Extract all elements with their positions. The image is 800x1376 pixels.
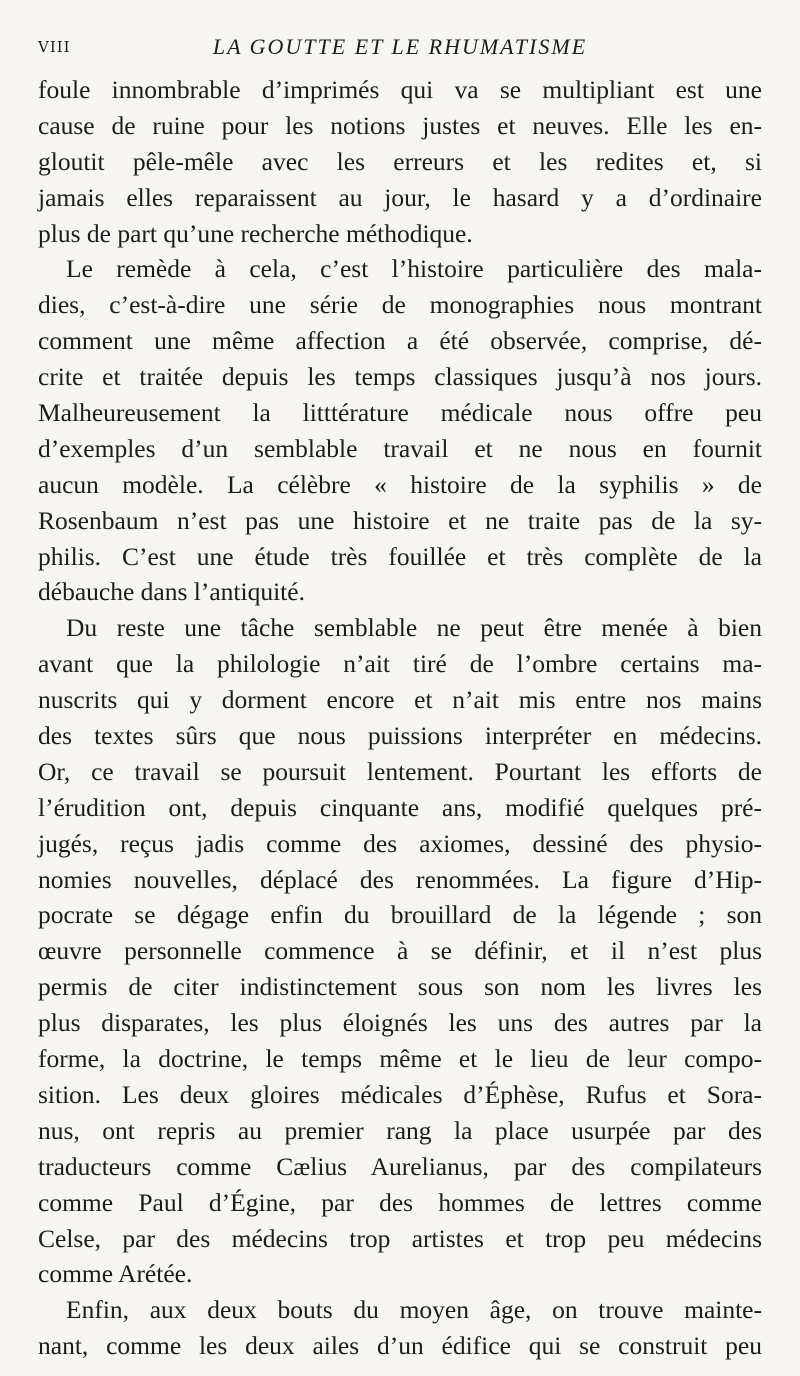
text-line: Du reste une tâche semblable ne peut être menée à bien [66, 613, 762, 643]
text-line: Celse, par des médecins trop artistes et trop peu médecins [38, 1223, 762, 1253]
text-line: comme Arétée. [38, 1259, 193, 1289]
text-line: d’exemples d’un semblable travail et ne nous en fournit [38, 433, 762, 463]
text-line: Or, ce travail se poursuit lentement. Pourtant les efforts de [38, 756, 762, 786]
text-line: philis. C’est une étude très fouillée et très complète de la [38, 541, 762, 571]
text-line: des textes sûrs que nous puissions interpréter en médecins. [38, 721, 762, 751]
text-line: traducteurs comme Cælius Aurelianus, par des compilateurs [38, 1151, 762, 1181]
text-line: Rosenbaum n’est pas une histoire et ne traite pas de la sy- [38, 505, 762, 535]
text-line: avant que la philologie n’ait tiré de l’ombre certains ma- [38, 649, 762, 679]
text-line: forme, la doctrine, le temps même et le lieu de leur compo- [38, 1044, 762, 1074]
text-line: l’érudition ont, depuis cinquante ans, modifié quelques pré- [38, 792, 762, 822]
text-line: plus disparates, les plus éloignés les uns des autres par la [38, 1008, 762, 1038]
text-line: sition. Les deux gloires médicales d’Éphèse, Rufus et Sora- [38, 1079, 762, 1109]
text-line: comme Paul d’Égine, par des hommes de lettres comme [38, 1187, 762, 1217]
text-line: plus de part qu’une recherche méthodique. [38, 218, 473, 248]
text-line: crite et traitée depuis les temps classiques jusqu’à nos jours. [38, 362, 762, 392]
text-line: Malheureusement la litttérature médicale nous offre peu [38, 398, 762, 428]
body-text [38, 72, 762, 1364]
text-line: jugés, reçus jadis comme des axiomes, dessiné des physio- [38, 828, 762, 858]
text-line: dies, c’est-à-dire une série de monographies nous montrant [38, 290, 762, 320]
text-line: aucun modèle. La célèbre « histoire de la syphilis » de [38, 469, 762, 499]
text-line: gloutit pêle-mêle avec les erreurs et les redites et, si [38, 146, 762, 176]
text-line: œuvre personnelle commence à se définir, et il n’est plus [38, 936, 762, 966]
text-line: Enfin, aux deux bouts du moyen âge, on trouve mainte- [66, 1295, 762, 1325]
text-line: Le remède à cela, c’est l’histoire particulière des mala- [66, 254, 762, 284]
text-line: pocrate se dégage enfin du brouillard de la légende ; son [38, 900, 762, 930]
text-line: cause de ruine pour les notions justes et neuves. Elle les en- [38, 110, 762, 140]
text-line: foule innombrable d’imprimés qui va se multipliant est une [38, 75, 762, 104]
text-line: nus, ont repris au premier rang la place usurpée par des [38, 1115, 762, 1145]
text-line: jamais elles reparaissent au jour, le hasard y a d’ordinaire [38, 182, 762, 212]
running-title: LA GOUTTE ET LE RHUMATISME [212, 34, 588, 59]
text-line: permis de citer indistinctement sous son nom les livres les [38, 972, 762, 1002]
text-line: nant, comme les deux ailes d’un édifice qui se construit peu [38, 1331, 762, 1361]
page-number: VIII [38, 38, 71, 56]
text-line: nomies nouvelles, déplacé des renommées. La figure d’Hip- [38, 864, 762, 894]
text-line: comment une même affection a été observée, comprise, dé- [38, 326, 762, 356]
page-header [38, 34, 762, 62]
text-line: nuscrits qui y dorment encore et n’ait mis entre nos mains [38, 685, 762, 715]
text-line: débauche dans l’antiquité. [38, 577, 305, 607]
